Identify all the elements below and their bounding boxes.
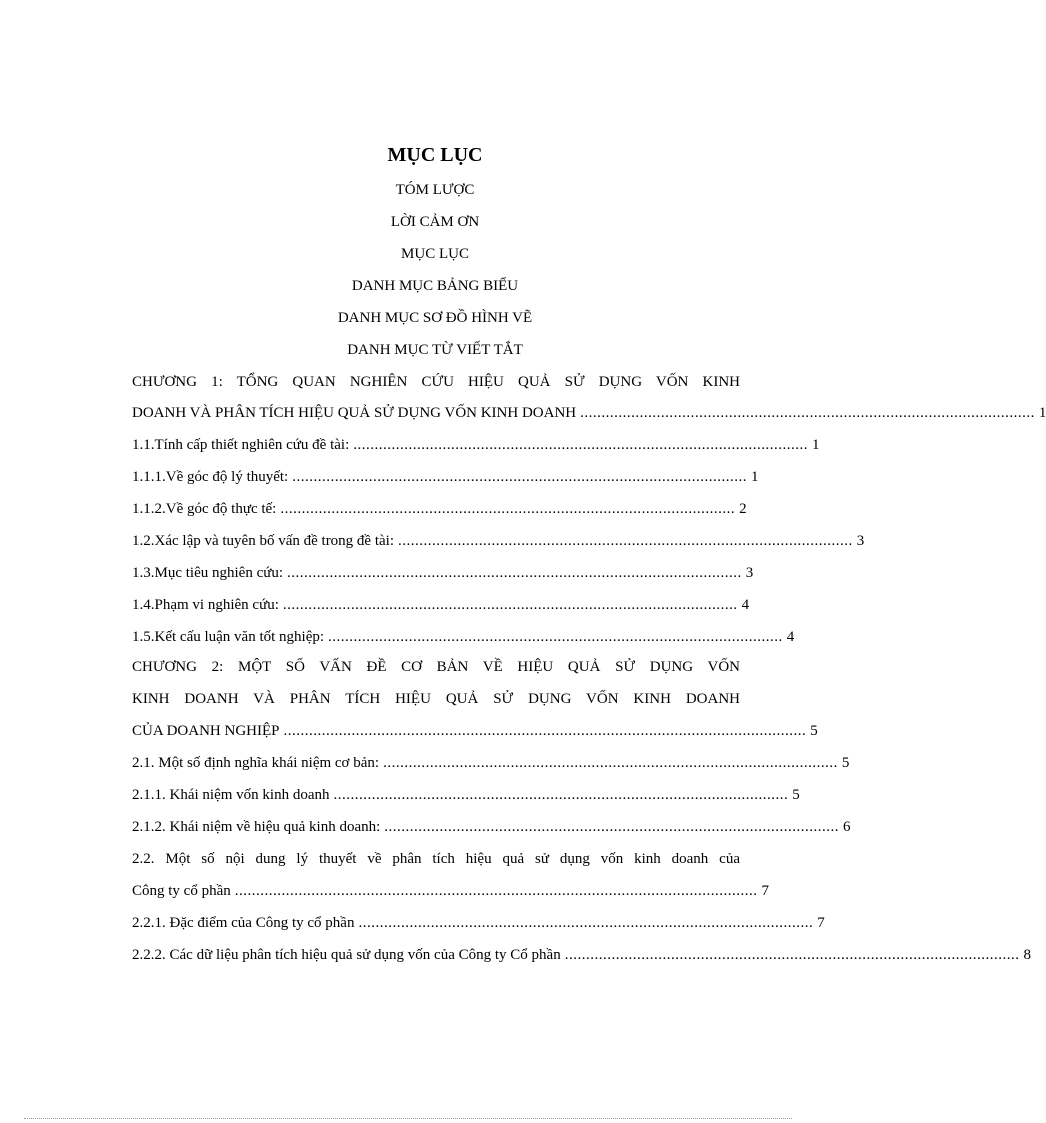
chapter-2-heading-cont: KINH DOANH VÀ PHÂN TÍCH HIỆU QUẢ SỬ DỤNG VỐN KINH DOANH xyxy=(132,691,740,707)
page-number: 5 xyxy=(810,723,818,739)
toc-entry xyxy=(132,626,795,648)
page-number: 4 xyxy=(741,597,750,613)
section-number: 1.1.1. xyxy=(132,469,166,485)
leader-dots: ........................................................................................................... xyxy=(280,501,736,517)
front-matter-tables: DANH MỤC BẢNG BIỂU xyxy=(351,278,519,294)
toc-entry xyxy=(132,498,747,520)
section-2-2-heading: 2.2. Một số nội dung lý thuyết về phân tích hiệu quả sử dụng vốn kinh doanh của xyxy=(132,851,740,867)
toc-entry xyxy=(132,944,1031,966)
page-number: 1 xyxy=(1038,405,1046,421)
toc-entry xyxy=(132,816,851,838)
section-title: Mục tiêu nghiên cứu: xyxy=(154,565,284,581)
front-matter-acknowledgements: LỜI CẢM ƠN xyxy=(390,214,480,230)
page-bottom-rule xyxy=(24,1118,792,1120)
page-number: 4 xyxy=(786,629,795,645)
section-title: 2.1.2. Khái niệm về hiệu quả kinh doanh: xyxy=(132,819,381,835)
leader-dots: ........................................................................................................... xyxy=(328,629,783,645)
leader-dots: ........................................................................................................................... xyxy=(283,723,807,739)
front-matter-figures: DANH MỤC SƠ ĐỒ HÌNH VẼ xyxy=(337,310,533,326)
leader-dots: ........................................................................................................... xyxy=(333,787,789,803)
toc-entry xyxy=(132,752,850,774)
chapter-1-heading: CHƯƠNG 1: TỔNG QUAN NGHIÊN CỨU HIỆU QUẢ SỬ DỤNG VỐN KINH xyxy=(132,374,740,390)
section-title: Xác lập và tuyên bố vấn đề trong đề tài: xyxy=(154,533,395,549)
chapter-1-entry xyxy=(132,402,1046,424)
chapter-2-heading-end: CỦA DOANH NGHIỆP xyxy=(132,723,280,739)
page-number: 3 xyxy=(745,565,754,581)
section-title: Về góc độ thực tế: xyxy=(165,501,277,517)
section-title: Về góc độ lý thuyết: xyxy=(165,469,289,485)
section-number: 1.1. xyxy=(132,437,155,453)
toc-entry xyxy=(132,530,865,552)
leader-dots: ........................................................................................................... xyxy=(287,565,742,581)
toc-entry xyxy=(132,594,750,616)
leader-dots: ........................................................................................................... xyxy=(564,947,1020,963)
page-number: 5 xyxy=(792,787,800,803)
page-number: 6 xyxy=(843,819,851,835)
section-title: Kết cấu luận văn tốt nghiệp: xyxy=(154,629,325,645)
leader-dots: ........................................................................................................... xyxy=(383,755,838,771)
page-title: MỤC LỤC xyxy=(387,144,483,166)
toc-entry xyxy=(132,434,820,456)
leader-dots: ........................................................................................................... xyxy=(398,533,853,549)
toc-entry xyxy=(132,784,800,806)
toc-entry xyxy=(132,912,825,934)
leader-dots: ........................................................................................................... xyxy=(292,469,747,485)
section-title: Phạm vi nghiên cứu: xyxy=(154,597,279,613)
toc-entry xyxy=(132,466,759,488)
page-number: 7 xyxy=(761,883,769,899)
section-number: 1.1.2. xyxy=(132,501,166,517)
front-matter-summary: TÓM LƯỢC xyxy=(395,182,475,198)
page-number: 7 xyxy=(817,915,825,931)
section-title: 2.1. Một số định nghĩa khái niệm cơ bản: xyxy=(132,755,380,771)
chapter-2-entry xyxy=(132,720,818,742)
page-number: 8 xyxy=(1023,947,1031,963)
chapter-2-heading: CHƯƠNG 2: MỘT SỐ VẤN ĐỀ CƠ BẢN VỀ HIỆU QUẢ SỬ DỤNG VỐN xyxy=(132,659,740,675)
page-number: 1 xyxy=(812,437,820,453)
section-number: 1.4. xyxy=(132,597,155,613)
page-number: 2 xyxy=(739,501,747,517)
section-title: Tính cấp thiết nghiên cứu đề tài: xyxy=(154,437,350,453)
leader-dots: ........................................................................................................................... xyxy=(234,883,758,899)
page-number: 3 xyxy=(856,533,865,549)
toc-entry xyxy=(132,562,754,584)
section-title: 2.2.2. Các dữ liệu phân tích hiệu quả sử dụng vốn của Công ty Cổ phần xyxy=(132,947,561,963)
leader-dots: ........................................................................................................... xyxy=(282,597,738,613)
section-2-2-entry xyxy=(132,880,769,902)
section-2-2-heading-cont: Công ty cổ phần xyxy=(132,883,231,899)
section-title: 2.1.1. Khái niệm vốn kinh doanh xyxy=(132,787,330,803)
leader-dots: ........................................................................................................... xyxy=(353,437,808,453)
leader-dots: ........................................................................................................... xyxy=(358,915,814,931)
section-number: 1.3. xyxy=(132,565,155,581)
leader-dots: ........................................................................................................... xyxy=(580,405,1035,421)
section-number: 1.5. xyxy=(132,629,155,645)
section-title: 2.2.1. Đặc điểm của Công ty cổ phần xyxy=(132,915,355,931)
front-matter-abbreviations: DANH MỤC TỪ VIẾT TẮT xyxy=(347,342,523,358)
page-number: 5 xyxy=(841,755,850,771)
front-matter-contents: MỤC LỤC xyxy=(401,246,469,262)
leader-dots: ........................................................................................................... xyxy=(384,819,840,835)
section-number: 1.2. xyxy=(132,533,155,549)
chapter-1-heading-cont: DOANH VÀ PHÂN TÍCH HIỆU QUẢ SỬ DỤNG VỐN KINH DOANH xyxy=(132,405,577,421)
page-number: 1 xyxy=(750,469,759,485)
